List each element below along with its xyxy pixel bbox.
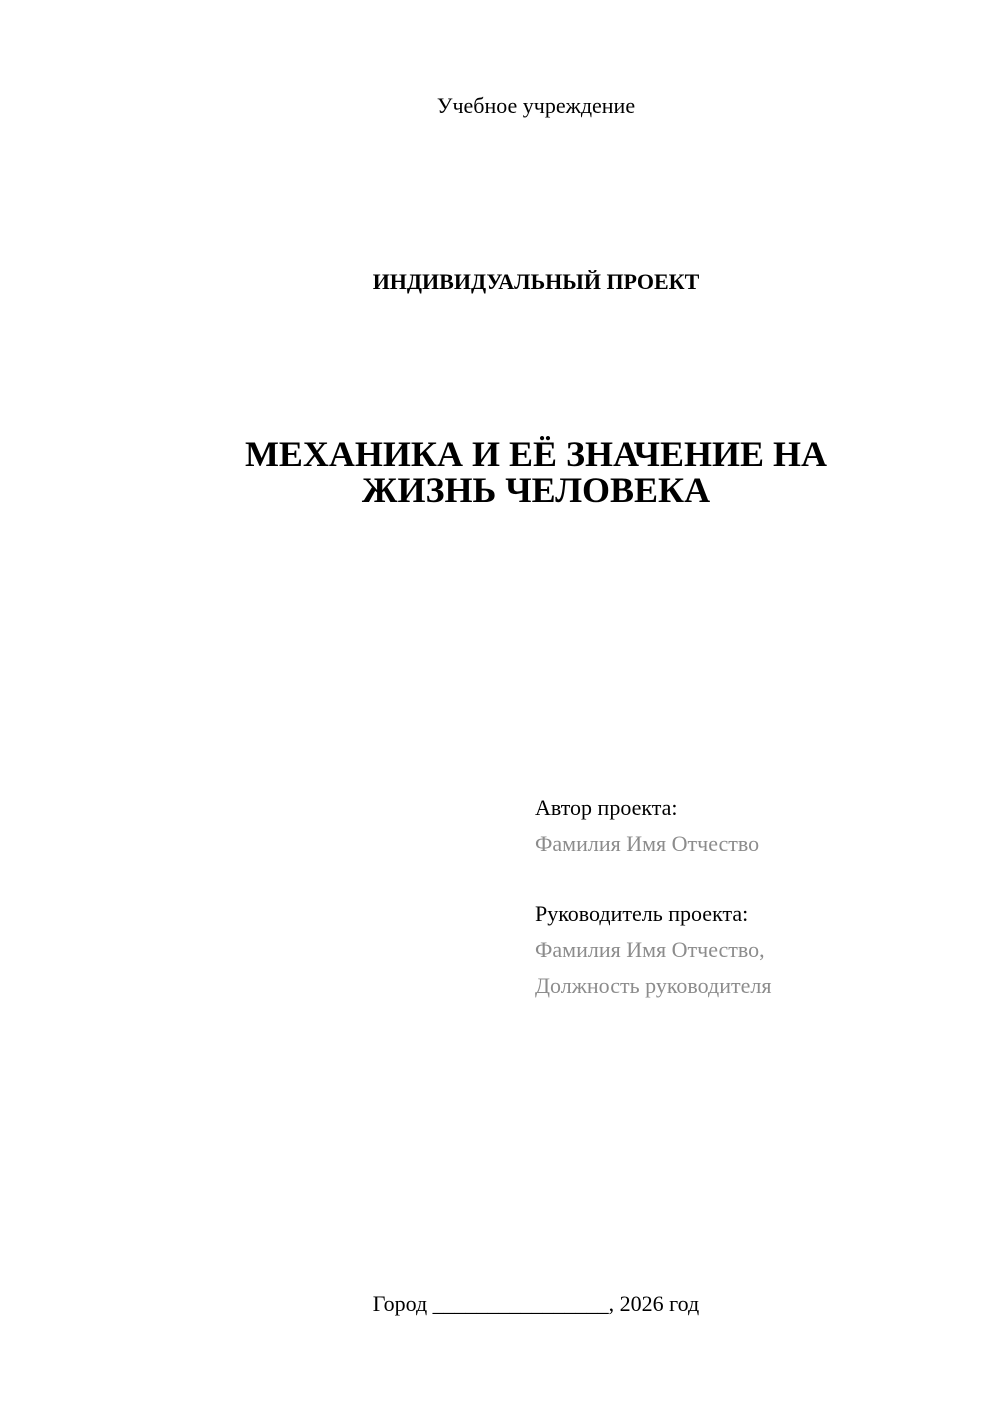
supervisor-name: Фамилия Имя Отчество, bbox=[535, 937, 765, 962]
supervisor-label: Руководитель проекта: bbox=[535, 901, 749, 926]
project-title bbox=[0, 436, 1000, 508]
project-type-heading: ИНДИВИДУАЛЬНЫЙ ПРОЕКТ bbox=[372, 269, 700, 294]
project-title-line-1: МЕХАНИКА И ЕЁ ЗНАЧЕНИЕ НА bbox=[244, 434, 828, 474]
author-label: Автор проекта: bbox=[535, 795, 678, 820]
city-year-footer: Город ________________, 2026 год bbox=[372, 1291, 700, 1316]
author-name: Фамилия Имя Отчество bbox=[535, 831, 760, 856]
project-title-line-2: ЖИЗНЬ ЧЕЛОВЕКА bbox=[361, 470, 711, 510]
institution-name: Учебное учреждение bbox=[436, 93, 636, 118]
project-credits bbox=[535, 790, 975, 1004]
supervisor-position: Должность руководителя bbox=[535, 973, 772, 998]
credits-spacer bbox=[535, 862, 975, 896]
